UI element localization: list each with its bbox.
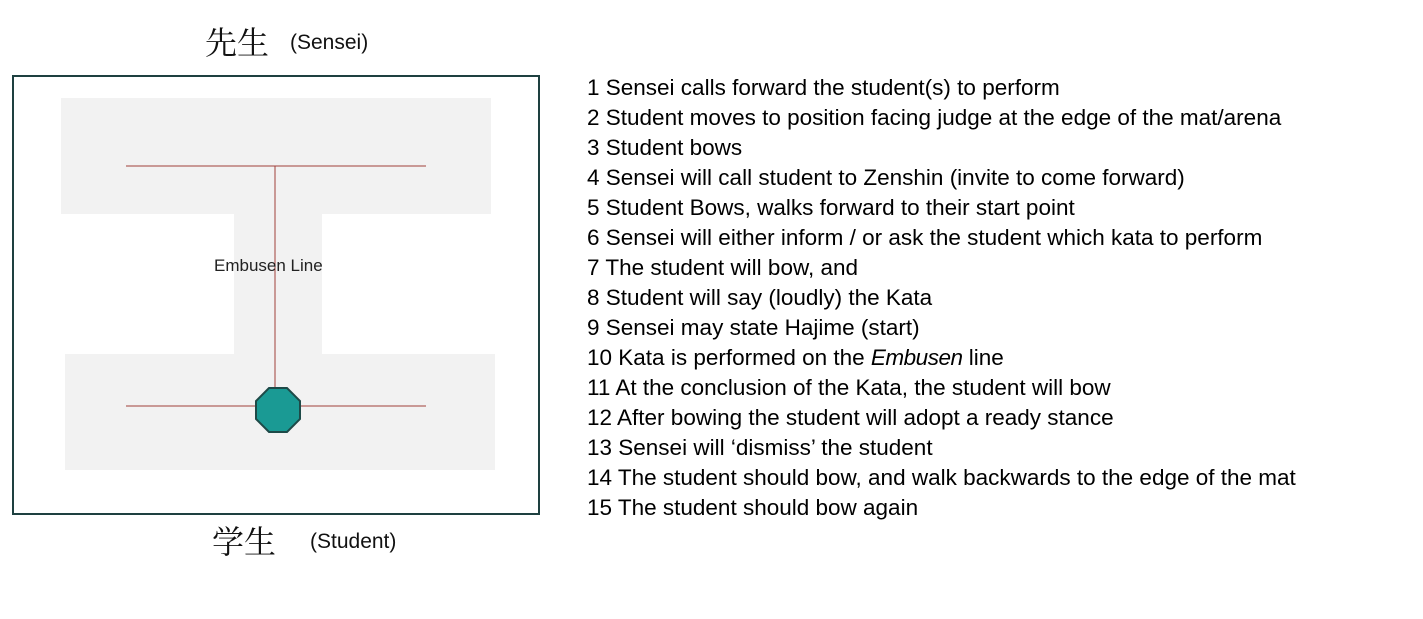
step-text: 10 Kata is performed on the [587, 345, 871, 370]
kata-procedure-steps [587, 73, 1296, 523]
embusen-line-label: Embusen Line [214, 256, 323, 275]
step-item: 6 Sensei will either inform / or ask the student which kata to perform [587, 225, 1263, 250]
student-kanji-label: 学生 [212, 523, 277, 561]
embusen-emphasis: Embusen [870, 345, 963, 370]
student-position-marker [256, 388, 300, 432]
kata-arena-diagram [12, 75, 540, 515]
step-item: 8 Student will say (loudly) the Kata [587, 285, 933, 310]
step-item: 1 Sensei calls forward the student(s) to perform [587, 75, 1060, 100]
arena-drawing [14, 77, 538, 513]
step-item [587, 343, 1296, 373]
step-item: 5 Student Bows, walks forward to their start point [587, 195, 1075, 220]
step-text: line [962, 345, 1004, 370]
sensei-kanji-label: 先生 [205, 24, 270, 62]
step-item: 15 The student should bow again [587, 495, 919, 520]
step-item: 14 The student should bow, and walk backwards to the edge of the mat [587, 465, 1296, 490]
step-item: 12 After bowing the student will adopt a ready stance [587, 405, 1114, 430]
step-item: 7 The student will bow, and [587, 255, 859, 280]
step-item: 13 Sensei will ‘dismiss’ the student [587, 435, 933, 460]
step-item: 3 Student bows [587, 135, 743, 160]
step-item: 11 At the conclusion of the Kata, the student will bow [587, 375, 1111, 400]
step-item: 4 Sensei will call student to Zenshin (invite to come forward) [587, 165, 1185, 190]
step-item: 9 Sensei may state Hajime (start) [587, 315, 920, 340]
student-roman-label: (Student) [310, 530, 397, 553]
sensei-roman-label: (Sensei) [290, 31, 369, 54]
step-item: 2 Student moves to position facing judge at the edge of the mat/arena [587, 105, 1282, 130]
